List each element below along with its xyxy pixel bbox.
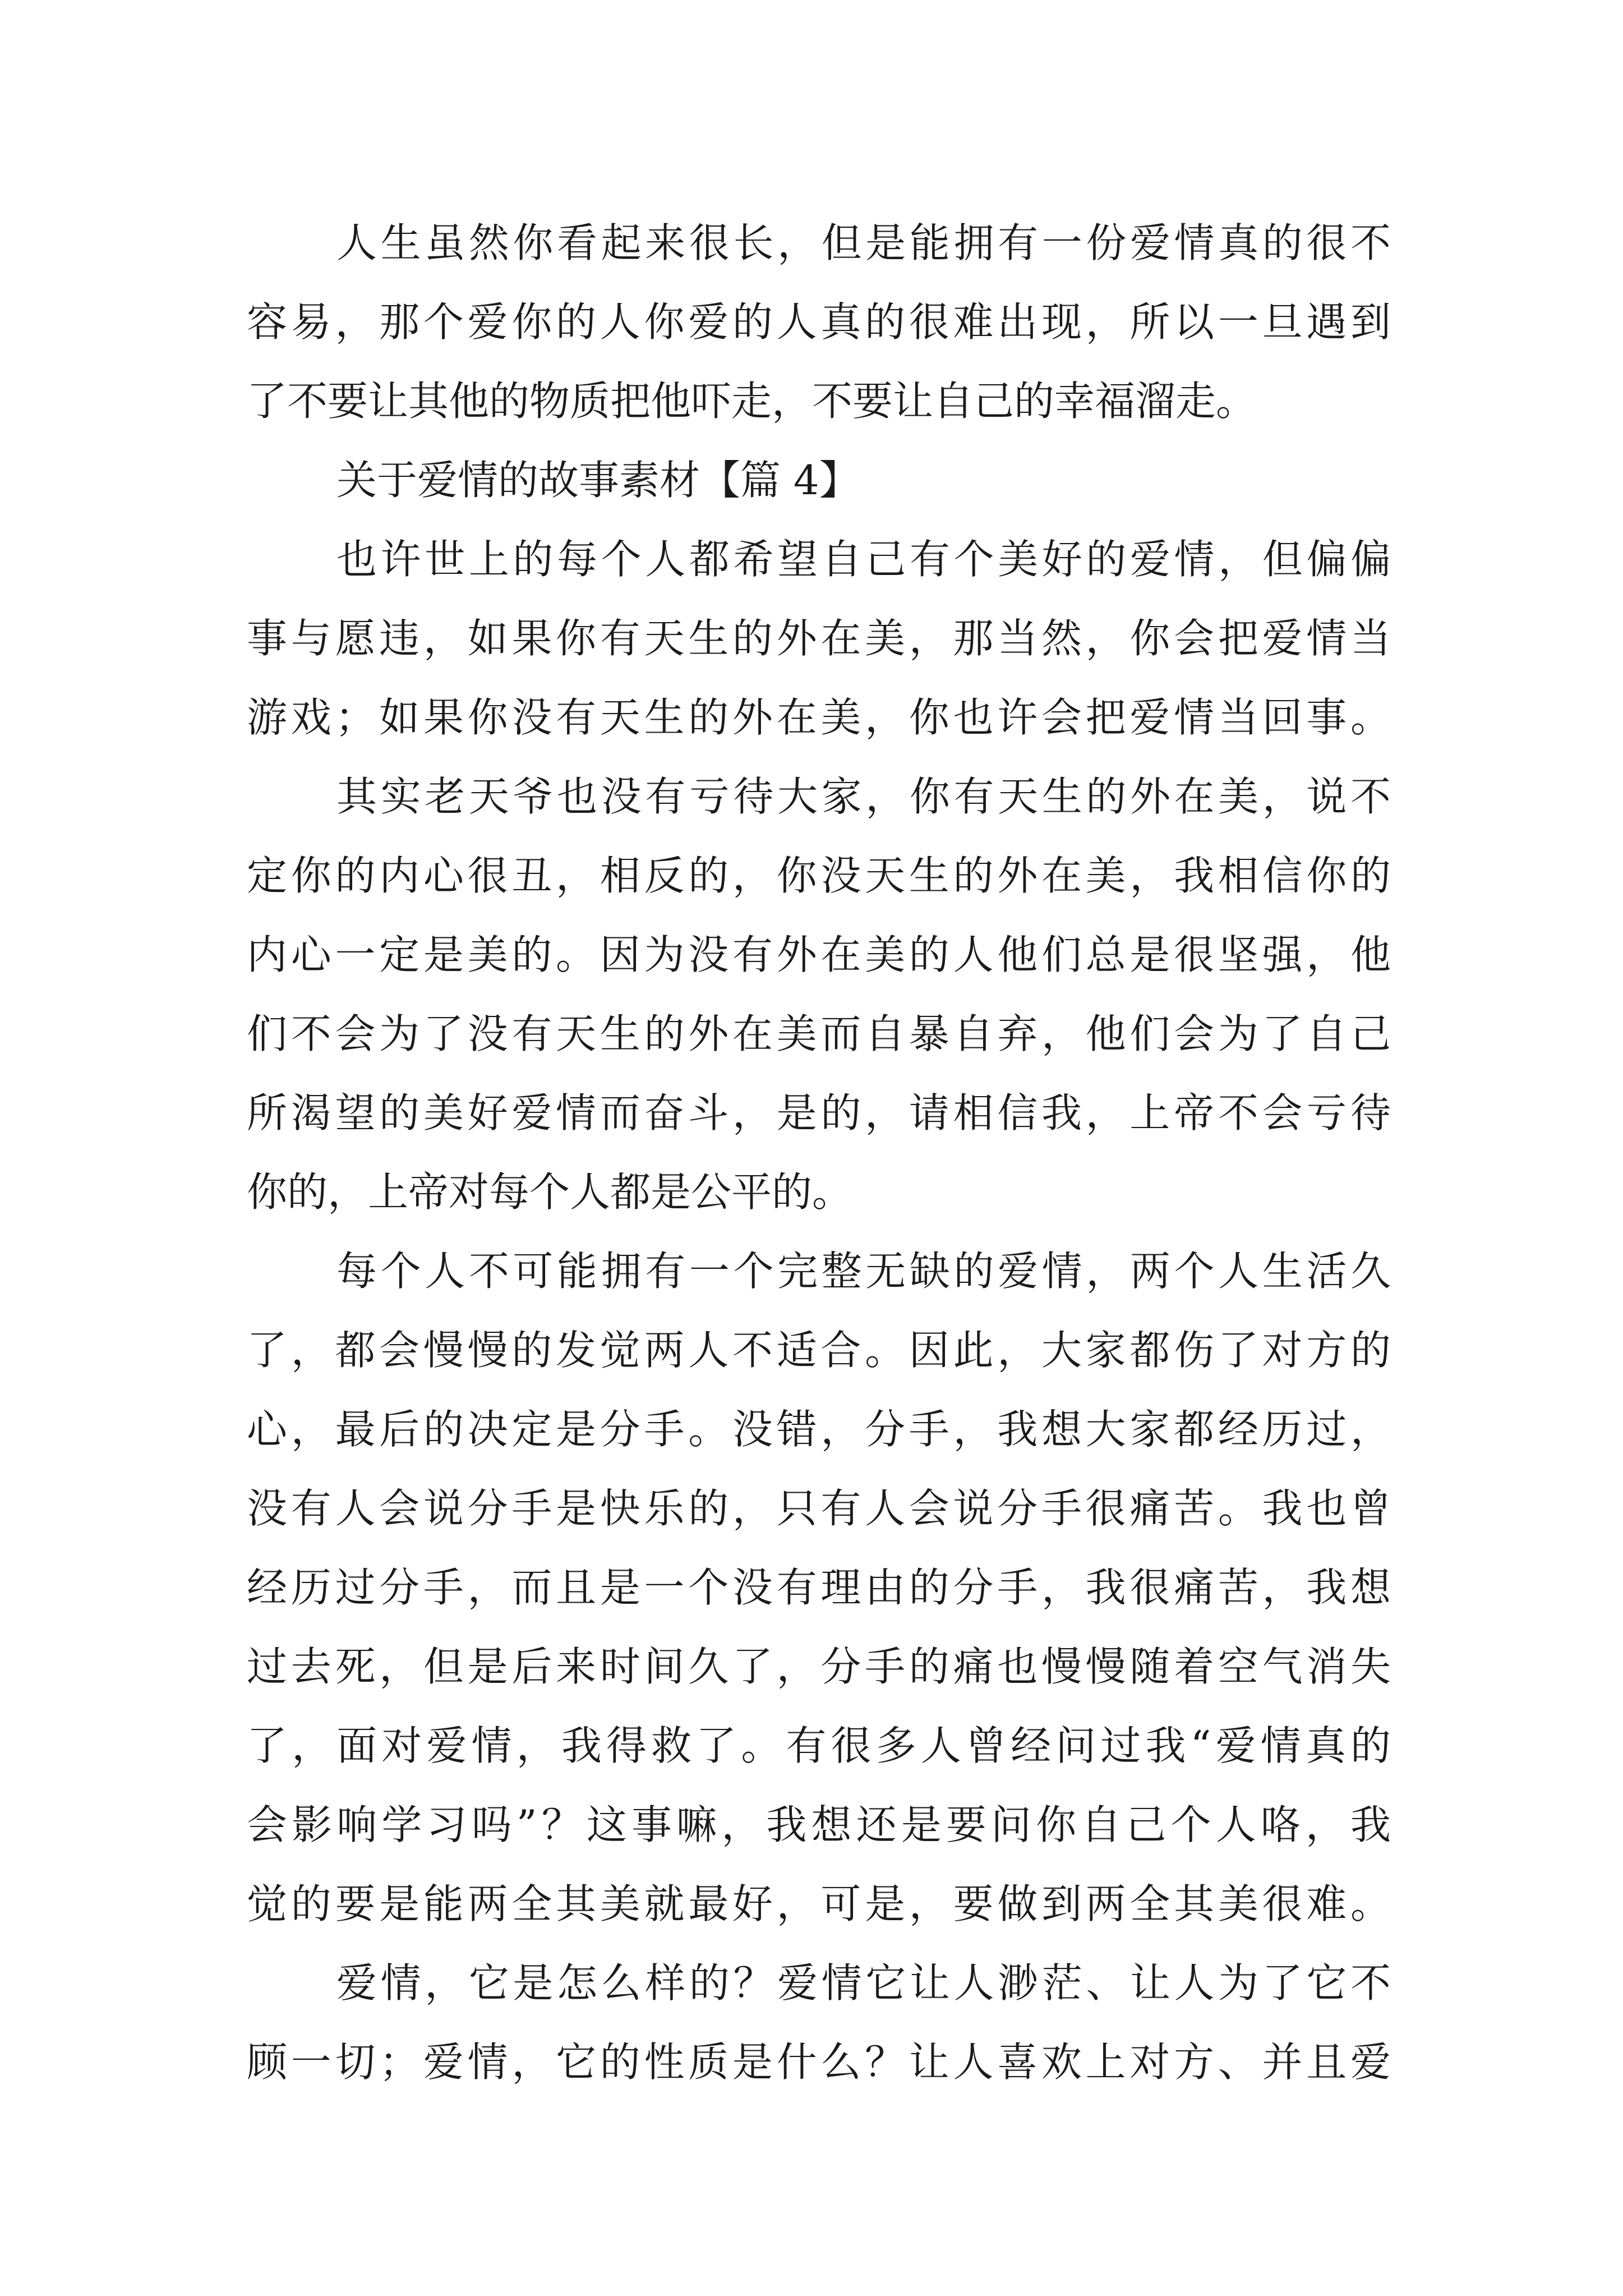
paragraph-line: 定你的内心很丑，相反的，你没天生的外在美，我相信你的 bbox=[247, 852, 1391, 899]
paragraph-line: 顾一切；爱情，它的性质是什么？让人喜欢上对方、并且爱 bbox=[247, 2039, 1391, 2086]
paragraph-line: 会影响学习吗”？这事嘛，我想还是要问你自己个人咯，我 bbox=[247, 1801, 1391, 1848]
document-body bbox=[247, 204, 1391, 2102]
paragraph-line: 们不会为了没有天生的外在美而自暴自弃，他们会为了自己 bbox=[247, 1010, 1391, 1057]
paragraph-line: 内心一定是美的。因为没有外在美的人他们总是很坚强，他 bbox=[247, 931, 1391, 978]
paragraph-line: 所渴望的美好爱情而奋斗，是的，请相信我，上帝不会亏待 bbox=[247, 1089, 1391, 1137]
paragraph-line: 人生虽然你看起来很长，但是能拥有一份爱情真的很不 bbox=[336, 219, 1391, 266]
paragraph-line: 过去死，但是后来时间久了，分手的痛也慢慢随着空气消失 bbox=[247, 1643, 1391, 1690]
paragraph-line: 觉的要是能两全其美就最好，可是，要做到两全其美很难。 bbox=[247, 1880, 1391, 1927]
paragraph-line: 每个人不可能拥有一个完整无缺的爱情，两个人生活久 bbox=[336, 1248, 1391, 1295]
paragraph-line: 事与愿违，如果你有天生的外在美，那当然，你会把爱情当 bbox=[247, 615, 1391, 662]
paragraph-line: 心，最后的决定是分手。没错，分手，我想大家都经历过， bbox=[247, 1406, 1391, 1453]
paragraph-line: 也许世上的每个人都希望自己有个美好的爱情，但偏偏 bbox=[336, 536, 1391, 583]
paragraph-line: 其实老天爷也没有亏待大家，你有天生的外在美，说不 bbox=[336, 773, 1391, 820]
section-heading: 关于爱情的故事素材【篇 4】 bbox=[336, 457, 860, 504]
paragraph-line: 游戏；如果你没有天生的外在美，你也许会把爱情当回事。 bbox=[247, 694, 1391, 741]
paragraph-line: 经历过分手，而且是一个没有理由的分手，我很痛苦，我想 bbox=[247, 1564, 1391, 1611]
paragraph-line: 你的，上帝对每个人都是公平的。 bbox=[247, 1168, 853, 1216]
paragraph-line: 了，面对爱情，我得救了。有很多人曾经问过我“爱情真的 bbox=[247, 1722, 1391, 1769]
paragraph-line: 爱情，它是怎么样的？爱情它让人渺茫、让人为了它不 bbox=[336, 1959, 1391, 2007]
paragraph-line: 容易，那个爱你的人你爱的人真的很难出现，所以一旦遇到 bbox=[247, 298, 1391, 346]
paragraph-line: 没有人会说分手是快乐的，只有人会说分手很痛苦。我也曾 bbox=[247, 1485, 1391, 1532]
paragraph-line: 了，都会慢慢的发觉两人不适合。因此，大家都伤了对方的 bbox=[247, 1327, 1391, 1374]
paragraph-line: 了不要让其他的物质把他吓走，不要让自己的幸福溜走。 bbox=[247, 378, 1257, 425]
